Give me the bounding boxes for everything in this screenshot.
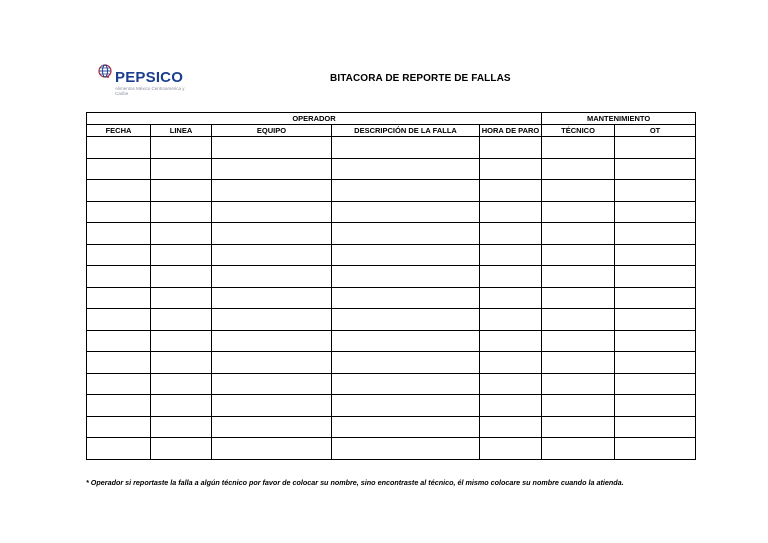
table-cell[interactable] [332,416,480,438]
table-cell[interactable] [87,330,151,352]
logo-brand: PEPSICO [115,69,184,86]
table-cell[interactable] [87,180,151,202]
table-cell[interactable] [212,416,332,438]
table-cell[interactable] [332,266,480,288]
pepsico-logo [98,62,188,100]
table-cell[interactable] [542,201,615,223]
column-header: LINEA [151,125,212,137]
table-cell[interactable] [542,309,615,331]
table-cell[interactable] [542,223,615,245]
table-row [87,266,696,288]
table-cell[interactable] [332,223,480,245]
table-cell[interactable] [87,201,151,223]
table-cell[interactable] [480,287,542,309]
table-cell[interactable] [87,266,151,288]
table-cell[interactable] [151,180,212,202]
table-cell[interactable] [212,438,332,460]
table-cell[interactable] [332,158,480,180]
table-cell[interactable] [87,158,151,180]
table-cell[interactable] [332,244,480,266]
table-cell[interactable] [151,416,212,438]
table-row [87,309,696,331]
table-cell[interactable] [212,373,332,395]
table-cell[interactable] [615,438,696,460]
table-cell[interactable] [212,309,332,331]
table-cell[interactable] [542,244,615,266]
table-cell[interactable] [212,180,332,202]
table-cell[interactable] [87,223,151,245]
table-cell[interactable] [332,330,480,352]
table-cell[interactable] [332,287,480,309]
table-cell[interactable] [212,266,332,288]
table-row [87,330,696,352]
table-cell[interactable] [212,352,332,374]
table-cell[interactable] [87,438,151,460]
table-cell[interactable] [542,266,615,288]
footnote: * Operador si reportaste la falla a algún técnico por favor de colocar su nombre, sino encontraste al técnico, él mismo colocare su nombre cuando la atienda. [86,478,624,487]
table-cell[interactable] [480,373,542,395]
table-cell[interactable] [151,287,212,309]
page-title: BITACORA DE REPORTE DE FALLAS [330,73,511,84]
table-cell[interactable] [542,352,615,374]
table-row [87,373,696,395]
column-header: DESCRIPCIÓN DE LA FALLA [332,125,480,137]
fault-report-table [86,112,696,460]
table-cell[interactable] [542,373,615,395]
table-cell[interactable] [87,352,151,374]
table-row [87,158,696,180]
column-header: TÉCNICO [542,125,615,137]
table-cell[interactable] [332,309,480,331]
table-cell[interactable] [615,309,696,331]
table-cell[interactable] [151,223,212,245]
table-row [87,201,696,223]
table-cell[interactable] [151,158,212,180]
table-cell[interactable] [615,180,696,202]
table-cell[interactable] [480,201,542,223]
table-cell[interactable] [480,137,542,159]
table-cell[interactable] [332,352,480,374]
table-cell[interactable] [615,352,696,374]
table-cell[interactable] [151,244,212,266]
table-cell[interactable] [212,244,332,266]
table-cell[interactable] [542,180,615,202]
table-cell[interactable] [615,244,696,266]
table-cell[interactable] [151,309,212,331]
table-cell[interactable] [542,395,615,417]
table-row [87,287,696,309]
table-cell[interactable] [542,287,615,309]
table-row [87,180,696,202]
table-cell[interactable] [615,330,696,352]
table-cell[interactable] [212,223,332,245]
globe-icon [98,62,114,84]
group-header: OPERADOR [87,113,542,125]
table-row [87,438,696,460]
table-cell[interactable] [480,309,542,331]
table-cell[interactable] [212,158,332,180]
table-cell[interactable] [615,395,696,417]
table-cell[interactable] [615,201,696,223]
table-cell[interactable] [332,438,480,460]
table-cell[interactable] [151,266,212,288]
logo-subtitle: Alimentos México Centroamérica y Caribe [115,86,185,96]
table-cell[interactable] [480,395,542,417]
table-cell[interactable] [212,201,332,223]
table-cell[interactable] [332,180,480,202]
table-cell[interactable] [542,438,615,460]
table-cell[interactable] [332,395,480,417]
column-header: HORA DE PARO [480,125,542,137]
column-header: EQUIPO [212,125,332,137]
column-header: FECHA [87,125,151,137]
table-cell[interactable] [151,201,212,223]
table-cell[interactable] [542,158,615,180]
table-cell[interactable] [151,330,212,352]
table-cell[interactable] [87,309,151,331]
table-cell[interactable] [151,373,212,395]
table-cell[interactable] [332,373,480,395]
table-row [87,137,696,159]
table-cell[interactable] [151,137,212,159]
table-cell[interactable] [615,223,696,245]
table-cell[interactable] [615,287,696,309]
table-cell[interactable] [480,438,542,460]
table-cell[interactable] [151,395,212,417]
table-cell[interactable] [542,416,615,438]
table-cell[interactable] [615,158,696,180]
table-cell[interactable] [87,373,151,395]
table-cell[interactable] [212,287,332,309]
table-cell[interactable] [480,158,542,180]
table-cell[interactable] [212,395,332,417]
group-header: MANTENIMIENTO [542,113,696,125]
table-row [87,352,696,374]
table-cell[interactable] [151,438,212,460]
table-cell[interactable] [212,137,332,159]
table-cell[interactable] [480,352,542,374]
table-cell[interactable] [332,137,480,159]
table-cell[interactable] [542,137,615,159]
table-cell[interactable] [542,330,615,352]
table-cell[interactable] [615,137,696,159]
table-row [87,244,696,266]
table-cell[interactable] [212,330,332,352]
table-cell[interactable] [332,201,480,223]
table-cell[interactable] [480,266,542,288]
table-cell[interactable] [87,416,151,438]
column-header: OT [615,125,696,137]
table-cell[interactable] [87,137,151,159]
table-cell[interactable] [480,223,542,245]
table-row [87,395,696,417]
table-cell[interactable] [615,266,696,288]
table-cell[interactable] [615,373,696,395]
table-row [87,416,696,438]
table-cell[interactable] [151,352,212,374]
table-row [87,223,696,245]
table-cell[interactable] [615,416,696,438]
table-cell[interactable] [480,416,542,438]
table-cell[interactable] [480,330,542,352]
table-cell[interactable] [87,395,151,417]
table-cell[interactable] [480,244,542,266]
table-cell[interactable] [87,244,151,266]
table-cell[interactable] [87,287,151,309]
table-cell[interactable] [480,180,542,202]
